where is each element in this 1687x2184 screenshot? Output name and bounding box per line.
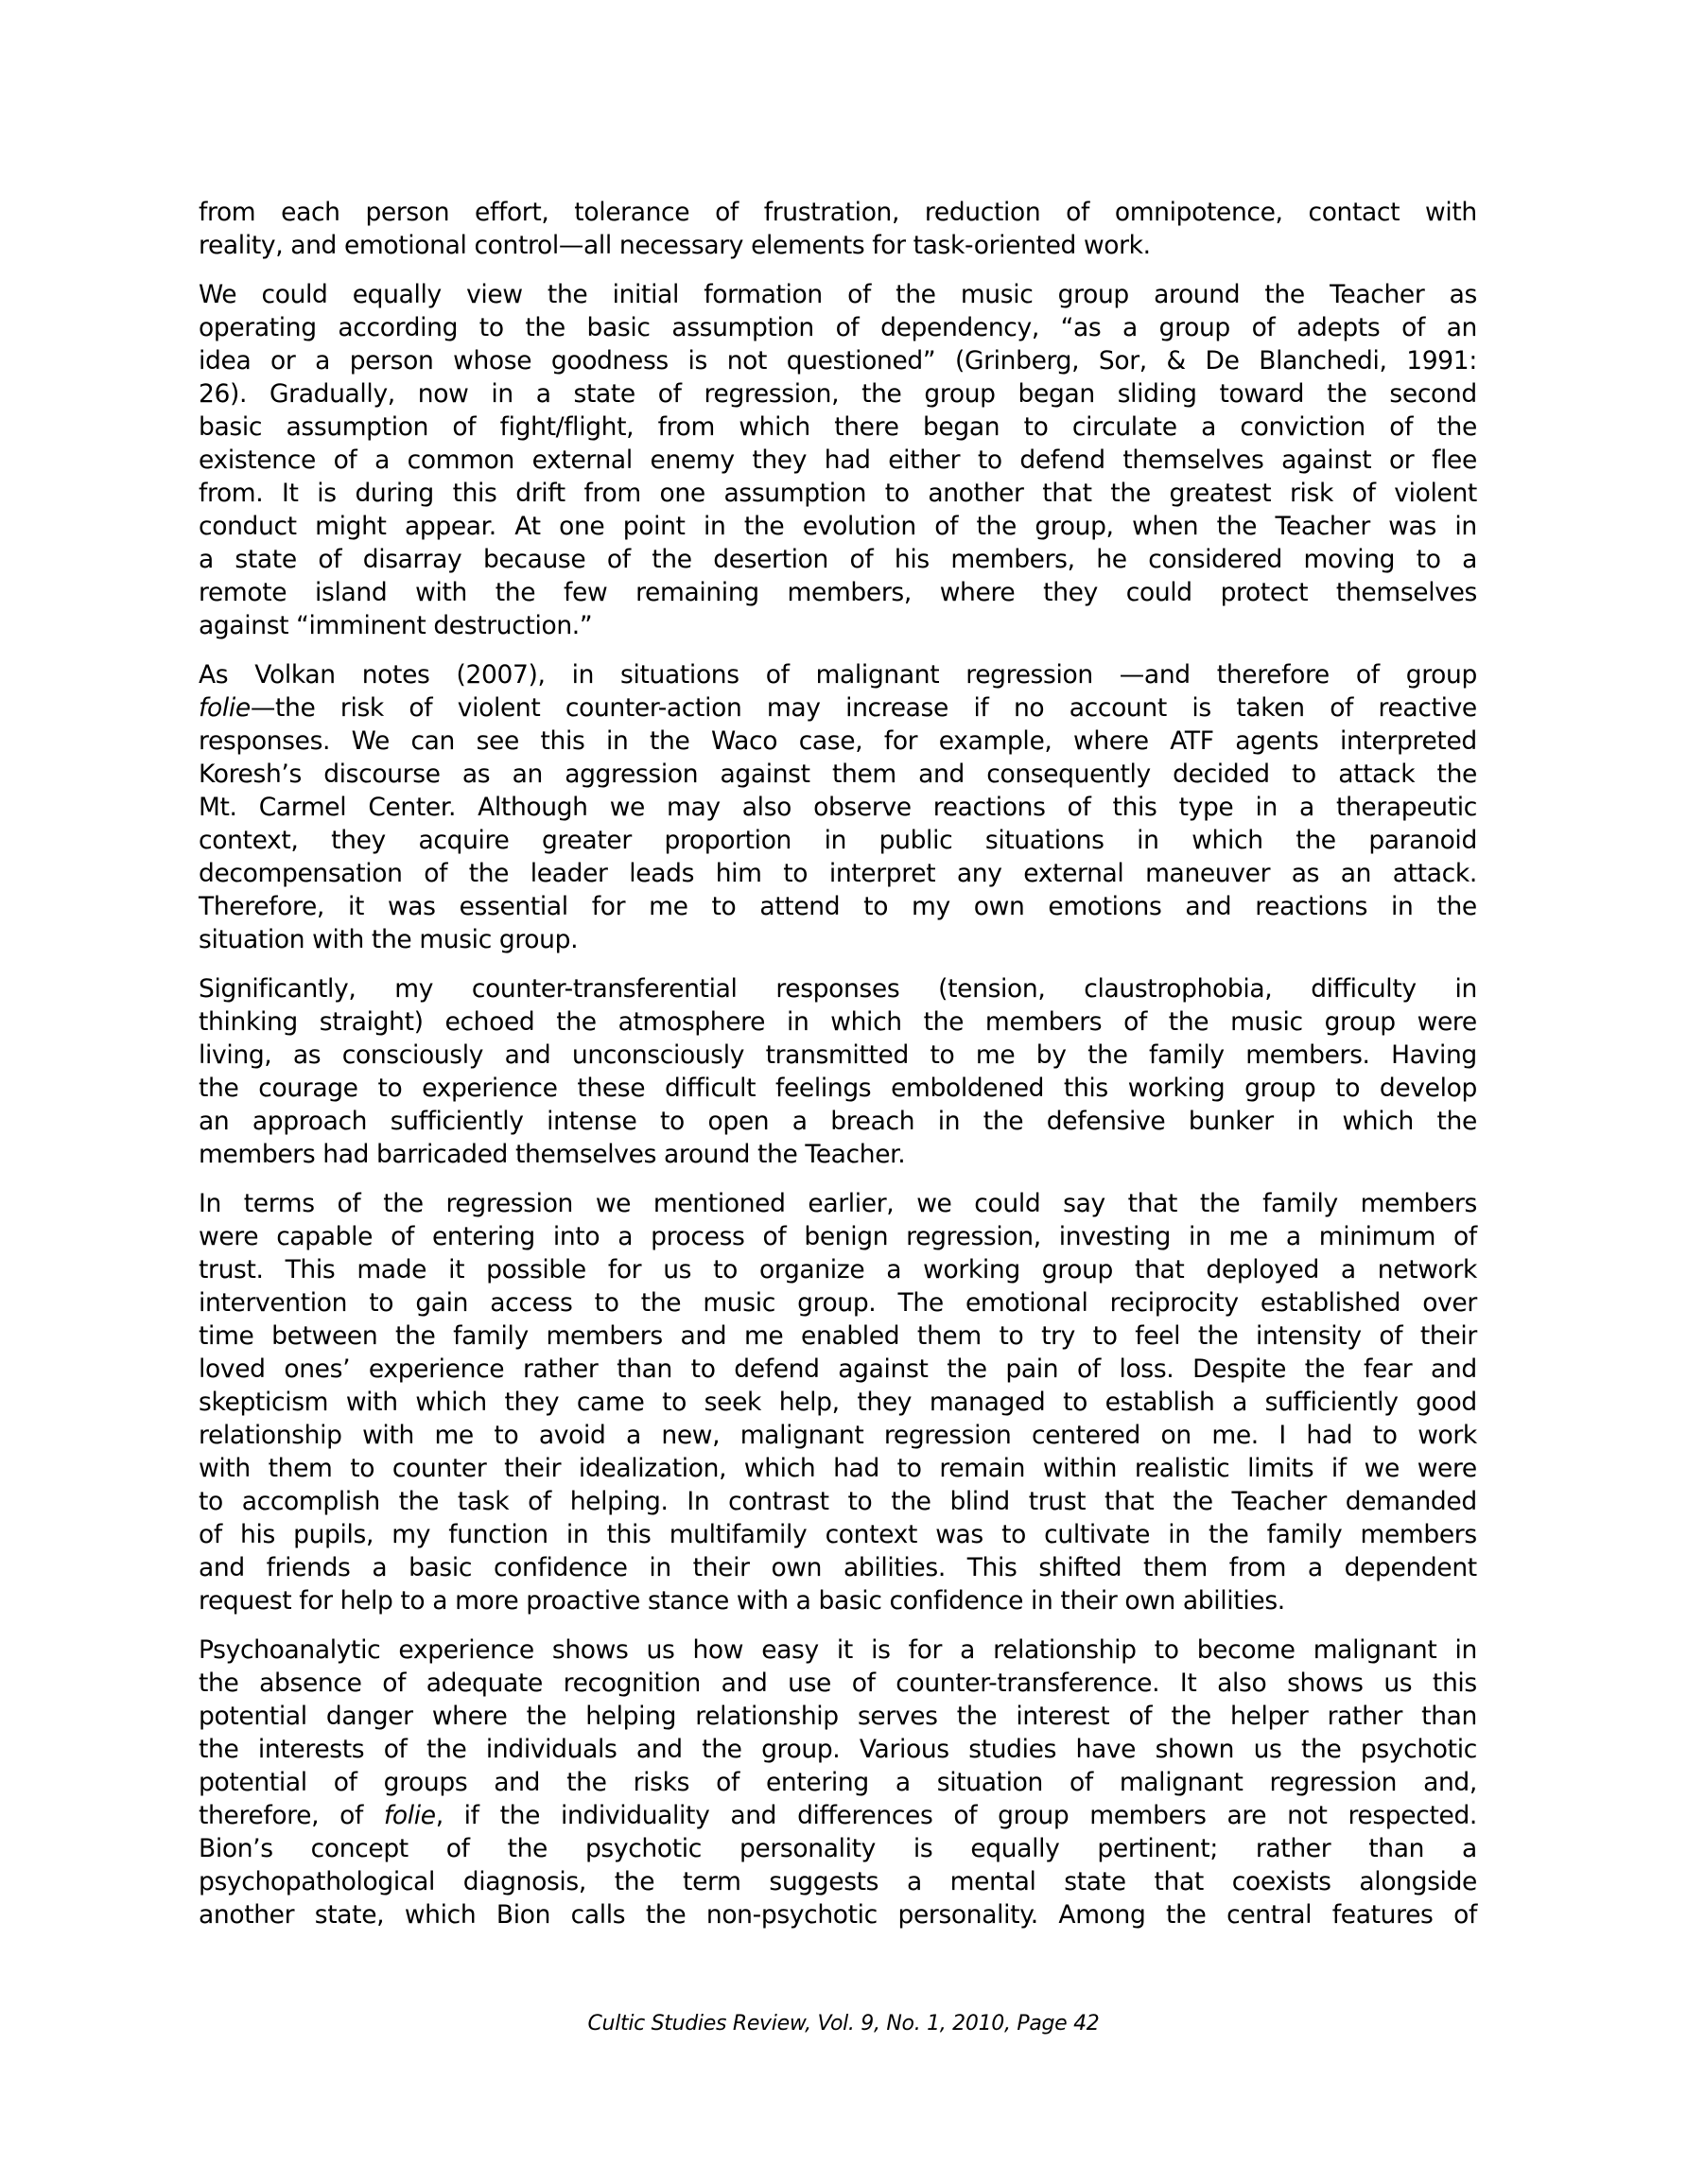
- text-line: Koresh’s discourse as an aggression against them and consequently decided to attack the: [199, 760, 1477, 789]
- paragraph: [199, 972, 1477, 1171]
- text-line: Significantly, my counter-transferential responses (tension, claustrophobia, difficulty in: [199, 974, 1477, 1004]
- text-line: As Volkan notes (2007), in situations of malignant regression —and therefore of group: [199, 660, 1477, 690]
- text-line: context, they acquire greater proportion in public situations in which the paranoid: [199, 826, 1477, 855]
- paragraph: [199, 1187, 1477, 1617]
- text-line: trust. This made it possible for us to organize a working group that deployed a network: [199, 1255, 1477, 1284]
- text-line: to accomplish the task of helping. In contrast to the blind trust that the Teacher demanded: [199, 1487, 1477, 1516]
- text-line: therefore, of folie, if the individuality and differences of group members are not respected.: [199, 1801, 1477, 1830]
- text-line: loved ones’ experience rather than to defend against the pain of loss. Despite the fear and: [199, 1354, 1477, 1384]
- text-line: Bion’s concept of the psychotic personality is equally pertinent; rather than a: [199, 1834, 1477, 1863]
- text-line: existence of a common external enemy they had either to defend themselves against or flee: [199, 446, 1477, 475]
- page-footer-citation: Cultic Studies Review, Vol. 9, No. 1, 2010, Page 42: [587, 2012, 1100, 2035]
- text-line: In terms of the regression we mentioned earlier, we could say that the family members: [199, 1189, 1477, 1218]
- text-line: conduct might appear. At one point in the evolution of the group, when the Teacher was in: [199, 512, 1477, 541]
- text-line: an approach sufficiently intense to open a breach in the defensive bunker in which the: [199, 1107, 1477, 1136]
- text-line: living, as consciously and unconsciously transmitted to me by the family members. Having: [199, 1040, 1477, 1070]
- text-line: Psychoanalytic experience shows us how easy it is for a relationship to become malignant in: [199, 1635, 1477, 1665]
- text-line: of his pupils, my function in this multifamily context was to cultivate in the family members: [199, 1520, 1477, 1549]
- text-line: idea or a person whose goodness is not questioned” (Grinberg, Sor, & De Blanchedi, 1991:: [199, 346, 1477, 376]
- text-line: members had barricaded themselves around the Teacher.: [199, 1140, 906, 1169]
- text-line: basic assumption of fight/flight, from which there began to circulate a conviction of the: [199, 412, 1477, 442]
- text-line: skepticism with which they came to seek help, they managed to establish a sufficiently good: [199, 1388, 1477, 1417]
- text-line: We could equally view the initial formation of the music group around the Teacher as: [199, 280, 1477, 309]
- text-line: 26). Gradually, now in a state of regression, the group began sliding toward the second: [199, 379, 1477, 409]
- text-line: another state, which Bion calls the non-psychotic personality. Among the central features of: [199, 1900, 1477, 1930]
- text-line: a state of disarray because of the desertion of his members, he considered moving to a: [199, 545, 1477, 574]
- paragraph: [199, 278, 1477, 642]
- text-line: were capable of entering into a process of benign regression, investing in me a minimum of: [199, 1222, 1477, 1251]
- text-line: potential danger where the helping relationship serves the interest of the helper rather than: [199, 1702, 1477, 1731]
- text-line: situation with the music group.: [199, 925, 579, 954]
- text-line: intervention to gain access to the music group. The emotional reciprocity established over: [199, 1288, 1477, 1318]
- paragraph: [199, 1634, 1477, 1931]
- text-line: decompensation of the leader leads him to interpret any external maneuver as an attack.: [199, 859, 1477, 888]
- text-line: and friends a basic confidence in their own abilities. This shifted them from a dependent: [199, 1553, 1477, 1582]
- text-line: thinking straight) echoed the atmosphere in which the members of the music group were: [199, 1007, 1477, 1037]
- text-line: from each person effort, tolerance of frustration, reduction of omnipotence, contact with: [199, 198, 1477, 227]
- text-line: reality, and emotional control—all necessary elements for task-oriented work.: [199, 231, 1151, 260]
- text-line: the courage to experience these difficult feelings emboldened this working group to develop: [199, 1074, 1477, 1103]
- text-line: request for help to a more proactive stance with a basic confidence in their own abilities.: [199, 1586, 1285, 1616]
- text-line: Therefore, it was essential for me to attend to my own emotions and reactions in the: [199, 892, 1477, 921]
- text-line: responses. We can see this in the Waco case, for example, where ATF agents interpreted: [199, 726, 1477, 756]
- text-line: with them to counter their idealization, which had to remain within realistic limits if we were: [199, 1454, 1477, 1483]
- text-line: Mt. Carmel Center. Although we may also observe reactions of this type in a therapeutic: [199, 793, 1477, 822]
- text-line: time between the family members and me enabled them to try to feel the intensity of their: [199, 1321, 1477, 1351]
- text-line: the interests of the individuals and the group. Various studies have shown us the psychotic: [199, 1735, 1477, 1764]
- text-line: from. It is during this drift from one assumption to another that the greatest risk of violent: [199, 479, 1477, 508]
- paragraph: [199, 658, 1477, 956]
- text-line: relationship with me to avoid a new, malignant regression centered on me. I had to work: [199, 1421, 1477, 1450]
- text-line: against “imminent destruction.”: [199, 611, 593, 640]
- text-line: the absence of adequate recognition and use of counter-transference. It also shows us this: [199, 1669, 1477, 1698]
- paragraph: [199, 196, 1477, 262]
- text-line: remote island with the few remaining members, where they could protect themselves: [199, 578, 1477, 607]
- body-text: [199, 196, 1477, 1948]
- text-line: operating according to the basic assumption of dependency, “as a group of adepts of an: [199, 313, 1477, 342]
- text-line: psychopathological diagnosis, the term suggests a mental state that coexists alongside: [199, 1867, 1477, 1896]
- text-line: potential of groups and the risks of entering a situation of malignant regression and,: [199, 1768, 1477, 1797]
- text-line: folie—the risk of violent counter-action may increase if no account is taken of reactive: [199, 693, 1477, 723]
